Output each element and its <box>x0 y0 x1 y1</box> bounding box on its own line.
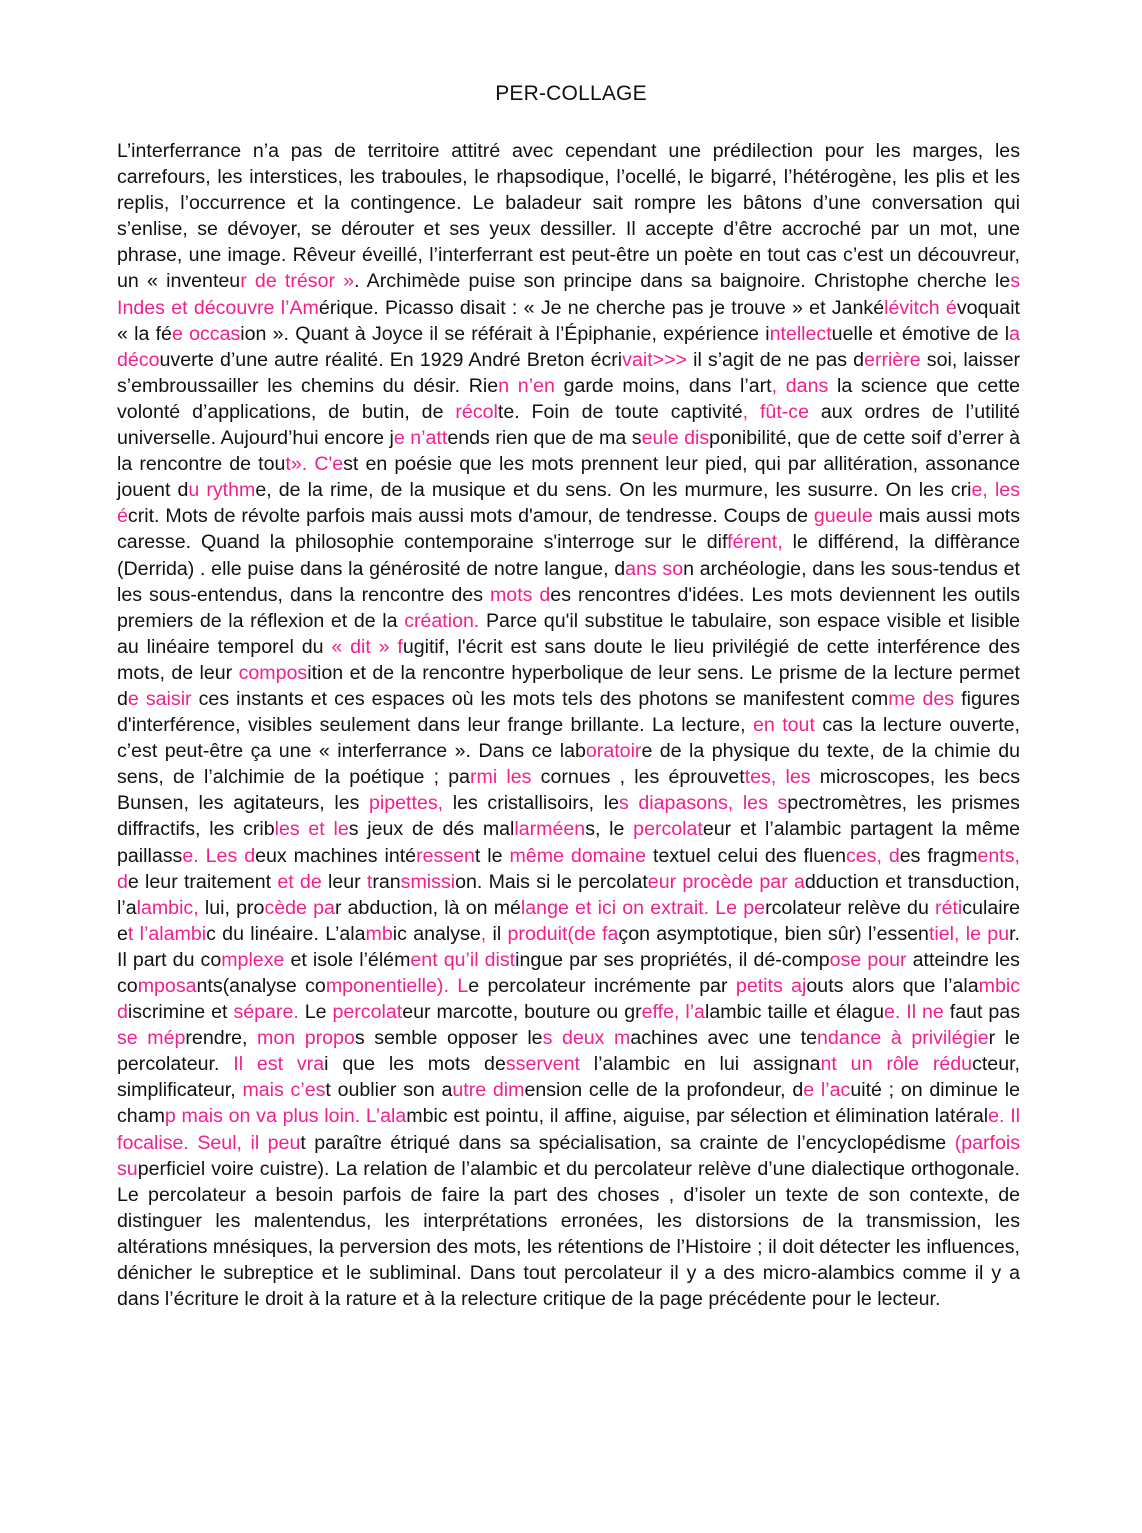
text-segment: ition et de la rencontre hyperbolique de leur sens. Le prisme de la lecture permet d <box>117 661 1020 710</box>
text-segment: s semble opposer le <box>354 1027 543 1050</box>
highlighted-text-segment: e. Les d <box>182 844 256 867</box>
text-segment: dduction et transduction, l’a <box>117 870 1020 919</box>
highlighted-text-segment: vait>>> <box>622 348 687 371</box>
text-segment: ugitif, l'écrit est sans doute le lieu privilégié de cette interférence des mots, de leur <box>117 635 1020 684</box>
highlighted-text-segment: , fût-ce <box>742 400 809 423</box>
body-paragraph <box>117 138 1020 1312</box>
highlighted-text-segment: ressen <box>416 844 475 867</box>
highlighted-text-segment: ntellect <box>769 322 832 345</box>
highlighted-text-segment: s Indes et découvre l’Am <box>117 270 1020 319</box>
highlighted-text-segment: e l’ac <box>803 1079 851 1102</box>
highlighted-text-segment: se mép <box>117 1027 186 1050</box>
text-segment: ponibilité, que de cette soif d’errer à la rencontre de tou <box>117 427 1021 476</box>
text-segment: uelle et émotive de l <box>831 322 1010 345</box>
text-segment: e leur traitement <box>127 870 278 893</box>
text-segment: cas la lecture ouverte, c’est peut-être ça une « interferrance ». Dans ce lab <box>117 714 1020 763</box>
highlighted-text-segment: cède pa <box>264 896 335 919</box>
highlighted-text-segment: u rythm <box>188 479 256 502</box>
highlighted-text-segment: me des <box>888 687 955 710</box>
text-segment: s jeux de dés mal <box>348 818 515 841</box>
text-segment: n archéologie, dans les sous-tendus et les sous-entendus, dans la rencontre des <box>117 557 1020 606</box>
highlighted-text-segment: mponentielle). L <box>325 975 469 997</box>
text-segment: faut pas <box>943 1001 1020 1024</box>
text-segment: perficiel voire cuistre). La relation de l’alambic et du percolateur relève d’une dialectique orthogonale. Le percolateur a besoin parfois de faire la part des choses , d’isoler un texte de son contexte, de distinguer les malentendus, les interprétations erronées, les distorsions de la transmission, les altérations mnésiques, la perversion des mots, les rétentions de l’Histoire ; il doit détecter les influences, dénicher le subreptice et le subliminal. Dans tout percolateur il y a des micro-alambics comme il y a dans l’écriture le droit à la rature et à la relecture critique de la page précédente pour le lecteur. <box>117 1157 1020 1311</box>
text-segment: cteur, simplificateur, <box>117 1053 1020 1102</box>
highlighted-text-segment: smissi <box>400 870 456 893</box>
highlighted-text-segment: (parfois su <box>117 1131 1021 1180</box>
text-segment: figures d'interférence, visibles seulement dans leur frange brillante. La lecture, <box>117 687 1020 737</box>
text-segment: textuel celui des fluen <box>646 844 846 867</box>
highlighted-text-segment: les et le <box>274 818 349 841</box>
highlighted-text-segment: mais c’es <box>242 1079 326 1102</box>
text-segment: eur marcotte, bouture ou gr <box>402 1001 642 1024</box>
highlighted-text-segment: larméen <box>514 818 586 841</box>
highlighted-text-segment: eule dis <box>641 427 710 450</box>
highlighted-text-segment: e occas <box>171 322 241 345</box>
text-segment: Parce qu'il substitue le tabulaire, son espace visible et lisible au linéaire temporel du <box>117 609 1020 658</box>
highlighted-text-segment: s deux m <box>542 1027 631 1050</box>
text-segment: cornues , les éprouvet <box>531 766 745 789</box>
highlighted-text-segment: tes, les <box>744 766 811 789</box>
highlighted-text-segment: t». C'e <box>285 453 344 476</box>
page-title: PER-COLLAGE <box>495 82 647 105</box>
highlighted-text-segment: n. L’ala <box>343 1105 407 1128</box>
text-segment: on. Mais si le percolat <box>455 870 648 893</box>
text-segment: mais aussi mots caresse. Quand la philosophie contemporaine s'interroge sur le dif <box>117 505 1021 554</box>
highlighted-text-segment: e saisir <box>127 687 192 710</box>
text-segment: les cristallisoirs, le <box>443 792 619 815</box>
text-segment: uverte d’une autre réalité. En 1929 André Breton écri <box>159 348 623 371</box>
highlighted-text-segment: t l’alambi <box>127 922 207 945</box>
highlighted-text-segment: effe, l’a <box>641 1001 705 1024</box>
highlighted-text-segment: , <box>480 922 487 945</box>
highlighted-text-segment: sépare. <box>233 1001 299 1024</box>
highlighted-text-segment: Il est vra <box>233 1053 325 1076</box>
highlighted-text-segment: gueule <box>813 505 873 528</box>
text-segment: ends rien que de ma s <box>447 427 642 450</box>
text-segment: culaire e <box>117 896 1021 945</box>
highlighted-text-segment: e. Il focalise. Seul, <box>117 1105 1020 1154</box>
text-segment: L’interferrance n’a pas de territoire attitré avec cependant une prédilection pour les marges, les carrefours, les interstices, les traboules, le rhapsodique, l’ocellé, le bigarré, l’hétérogène, les plis et les replis, l’occurrence et la contingence. Le baladeur sait rompre les bâtons d’une conversation qui s’enlise, se dévoyer, se dérouter et ses yeux dessiller. Il accepte d’être accroché par un mot, une phrase, une image. Rêveur éveillé, l’interferrant est peut-être un poète en tout cas c’est un découvreur, un « inventeu <box>117 140 1020 293</box>
text-segment: eux machines inté <box>255 844 417 867</box>
text-segment: çon asymptotique, bien sûr) l’essen <box>618 922 929 945</box>
text-segment: iscrimine et <box>127 1001 234 1024</box>
highlighted-text-segment: férent, <box>727 531 783 554</box>
highlighted-text-segment: tiel, le pu <box>928 922 1010 945</box>
text-segment: uité ; on diminue le cham <box>117 1079 1020 1128</box>
highlighted-text-segment: « dit » f <box>331 635 403 658</box>
highlighted-text-segment: e n’att <box>393 427 448 450</box>
text-segment: eur et l’alambic partagent la même paillass <box>117 818 1020 867</box>
text-segment: leur <box>327 870 367 893</box>
highlighted-text-segment: e, les é <box>117 479 1020 528</box>
text-segment: achines avec une te <box>630 1027 818 1050</box>
text-segment: nts(analyse co <box>196 975 326 997</box>
text-segment: t le <box>474 844 510 867</box>
highlighted-text-segment: il peu <box>250 1131 301 1154</box>
highlighted-text-segment: mon propo <box>257 1027 355 1050</box>
text-segment: e de la physique du texte, de la chimie du sens, de l’alchimie de la poétique ; pa <box>117 740 1020 789</box>
highlighted-text-segment: création. <box>404 609 480 632</box>
highlighted-text-segment: récol <box>455 400 498 423</box>
highlighted-text-segment: eur procède par a <box>647 870 805 893</box>
highlighted-text-segment: produit(de fa <box>507 922 619 945</box>
text-segment: ces instants et ces espaces où les mots tels des photons se manifestent com <box>191 687 889 710</box>
highlighted-text-segment: pipettes, <box>369 792 444 815</box>
highlighted-text-segment: lambic, <box>136 896 199 919</box>
text-segment: Le <box>298 1001 333 1024</box>
highlighted-text-segment: en tout <box>752 714 815 737</box>
text-segment: ion ». Quant à Joyce il se référait à l’Épiphanie, expérience i <box>240 322 770 345</box>
highlighted-text-segment: t <box>366 870 373 893</box>
highlighted-text-segment: e. Il ne <box>884 1001 944 1024</box>
text-segment: voquait « la fé <box>117 296 1020 345</box>
text-segment: t oublier son a <box>325 1079 453 1102</box>
highlighted-text-segment: ose pour <box>829 948 907 971</box>
highlighted-text-segment: r de trésor » <box>240 270 355 293</box>
text-segment: r abduction, là on mé <box>334 896 521 919</box>
highlighted-text-segment: s diapasons, les s <box>618 792 788 815</box>
text-segment: e, de la rime, de la musique et du sens. On les murmure, les susurre. On les cri <box>255 479 972 502</box>
highlighted-text-segment: mots d <box>489 583 551 606</box>
highlighted-text-segment: p mais on va plus loi <box>164 1105 344 1128</box>
highlighted-text-segment: a déco <box>117 322 1020 371</box>
text-segment: ran <box>372 870 401 893</box>
highlighted-text-segment: sservent <box>505 1053 580 1076</box>
text-segment: e percolateur incrémente par <box>468 975 736 997</box>
highlighted-text-segment: même domaine <box>509 844 647 867</box>
highlighted-text-segment: ents, d <box>117 844 1020 893</box>
text-segment: le différend, la diffèrance (Derrida) . elle puise dans la générosité de notre langue, d <box>117 531 1020 580</box>
text-segment: r le percolateur. <box>117 1027 1020 1076</box>
text-segment: st en poésie que les mots prennent leur pied, qui par allitération, assonance jouent d <box>117 453 1021 502</box>
text-segment: outs alors que l’ala <box>806 975 979 997</box>
text-segment: c du linéaire. L’ala <box>206 922 366 945</box>
highlighted-text-segment: n n’en <box>498 374 555 397</box>
text-segment: l’alambic en lui assigna <box>579 1053 821 1076</box>
text-segment: rcolateur relève du <box>765 896 936 919</box>
text-segment: ic analyse <box>392 922 481 945</box>
highlighted-text-segment: rmi les <box>470 766 532 789</box>
highlighted-text-segment: lévitch é <box>884 296 957 319</box>
text-segment: s, le <box>585 818 634 841</box>
highlighted-text-segment: ent qu’il dist <box>410 948 516 971</box>
highlighted-text-segment: mbic d <box>117 975 1021 1024</box>
text-segment: mbic est pointu, il affine, aiguise, par sélection et élimination latéral <box>406 1105 989 1128</box>
highlighted-text-segment: mplexe <box>221 948 285 971</box>
text-segment: microscopes, les becs Bunsen, les agitateurs, les <box>117 766 1020 815</box>
text-segment: lui, pro <box>198 896 265 919</box>
highlighted-text-segment: utre dim <box>452 1079 525 1102</box>
text-segment: ension celle de la profondeur, d <box>524 1079 804 1102</box>
highlighted-text-segment: ans so <box>625 557 684 580</box>
text-segment: érique. Picasso disait : « Je ne cherche pas je trouve » et Janké <box>318 296 885 319</box>
text-segment: il <box>486 922 508 945</box>
text-segment: es fragm <box>899 844 978 867</box>
highlighted-text-segment: mb <box>365 922 393 945</box>
text-segment: i que les mots de <box>324 1053 506 1076</box>
text-segment: t paraître étriqué dans sa spécialisation, sa crainte de l’encyclopédisme <box>300 1131 955 1154</box>
highlighted-text-segment: oratoir <box>585 740 642 763</box>
highlighted-text-segment: percolat <box>633 818 703 841</box>
text-segment: lambic taille et élagu <box>704 1001 884 1024</box>
highlighted-text-segment: ndance à privilégie <box>817 1027 989 1050</box>
text-segment: rendre, <box>185 1027 258 1050</box>
text-segment: es rencontres d'idées. Les mots deviennent les outils premiers de la réflexion et de la <box>117 583 1020 632</box>
highlighted-text-segment: ces, d <box>845 844 900 867</box>
text-segment: atteindre les co <box>117 948 1020 997</box>
text-segment: la science que cette volonté d’applications, de butin, de <box>117 374 1020 423</box>
text-segment: et isole l’élém <box>284 948 411 971</box>
highlighted-text-segment: percolat <box>332 1001 403 1024</box>
text-segment: crit. Mots de révolte parfois mais aussi mots d'amour, de tendresse. Coups de <box>127 505 814 528</box>
highlighted-text-segment: errière <box>864 348 921 371</box>
highlighted-text-segment: lange et ici on extrait. Le pe <box>520 896 766 919</box>
text-segment: soi, laisser s’embroussailler les chemins du désir. Rie <box>117 348 1020 397</box>
text-segment: garde moins, dans l’art <box>554 374 772 397</box>
highlighted-text-segment: , dans <box>771 374 829 397</box>
highlighted-text-segment: compos <box>238 661 308 684</box>
highlighted-text-segment: petits aj <box>735 975 807 997</box>
highlighted-text-segment: mposa <box>137 975 197 997</box>
text-segment: il s’agit de ne pas d <box>687 348 865 371</box>
highlighted-text-segment: nt un rôle rédu <box>820 1053 973 1076</box>
text-segment: te. Foin de toute captivité <box>497 400 743 423</box>
text-segment: . Archimède puise son principe dans sa baignoire. Christophe cherche le <box>354 270 1011 293</box>
highlighted-text-segment: réti <box>935 896 963 919</box>
text-segment: aux ordres de l’utilité universelle. Aujourd’hui encore j <box>117 400 1020 450</box>
text-segment: pectromètres, les prismes diffractifs, les crib <box>117 792 1020 841</box>
highlighted-text-segment: et de <box>277 870 328 893</box>
text-segment: ingue par ses propriétés, il dé-comp <box>515 948 830 971</box>
text-segment: r. Il part du co <box>117 922 1020 971</box>
